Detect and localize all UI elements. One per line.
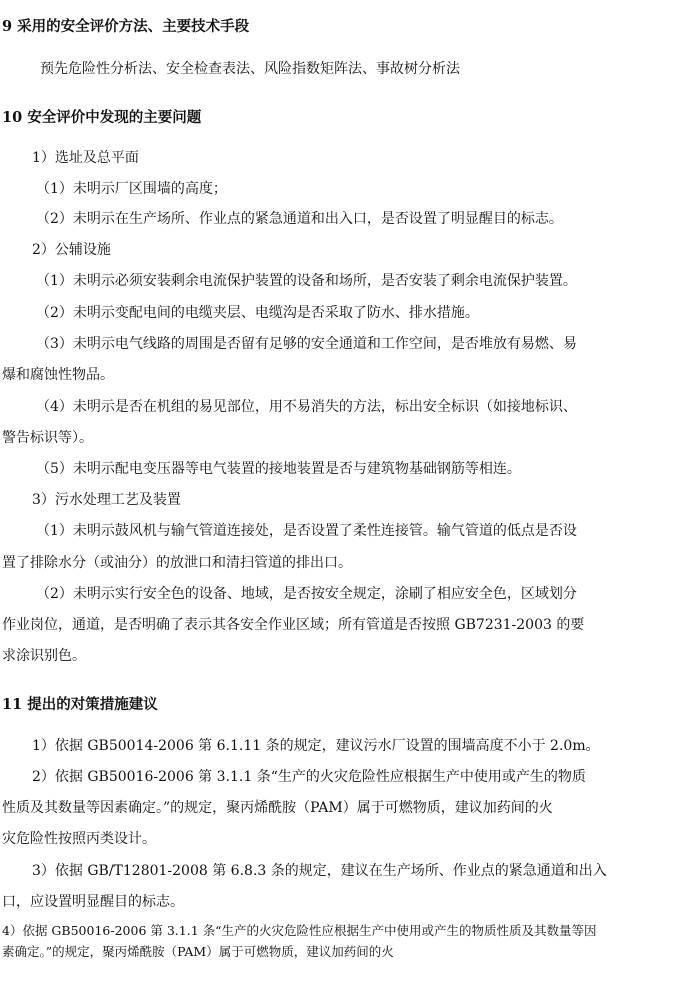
list-item: （1）未明示鼓风机与输气管道连接处，是否设置了柔性连接管。输气管道的低点是否设	[36, 523, 577, 539]
list-item-continuation: 爆和腐蚀性物品。	[2, 367, 114, 383]
recommendation-small-line: 4）依据 GB50016-2006 第 3.1.1 条“生产的火灾危险性应根据生产中使用或产生的物质性质及其数量等因	[2, 923, 597, 938]
recommendation-line: 2）依据 GB50016-2006 第 3.1.1 条“生产的火灾危险性应根据生产中使用或产生的物质	[32, 769, 586, 785]
list-item-continuation: 警告标识等）。	[2, 430, 93, 446]
list-item: （2）未明示实行安全色的设备、地域，是否按安全规定，涂刷了相应安全色，区域划分	[36, 586, 577, 602]
section-9-heading: 9 采用的安全评价方法、主要技术手段	[2, 18, 250, 35]
recommendation-continuation: 性质及其数量等因素确定。”的规定，聚丙烯酰胺（PAM）属于可燃物质，建议加药间的火	[2, 800, 553, 816]
subsection-3-title: 3）污水处理工艺及装置	[32, 492, 181, 508]
list-item: （5）未明示配电变压器等电气装置的接地装置是否与建筑物基础钢筋等相连。	[36, 461, 521, 477]
list-item: （2）未明示变配电间的电缆夹层、电缆沟是否采取了防水、排水措施。	[36, 305, 479, 321]
recommendation-continuation: 口，应设置明显醒目的标志。	[2, 894, 184, 910]
list-item: （4）未明示是否在机组的易见部位，用不易消失的方法，标出安全标识（如接地标识、	[36, 399, 577, 415]
list-item: （1）未明示厂区围墙的高度；	[36, 181, 227, 197]
recommendation-small-continuation: 素确定。”的规定，聚丙烯酰胺（PAM）属于可燃物质，建议加药间的火	[2, 944, 394, 959]
section-9-text: 预先危险性分析法、安全检查表法、风险指数矩阵法、事故树分析法	[40, 61, 460, 77]
recommendation-line: 1）依据 GB50014-2006 第 6.1.11 条的规定，建议污水厂设置的围墙高度不小于 2.0m。	[32, 738, 600, 754]
list-item: （1）未明示必须安装剩余电流保护装置的设备和场所，是否安装了剩余电流保护装置。	[36, 273, 577, 289]
list-item: （3）未明示电气线路的周围是否留有足够的安全通道和工作空间，是否堆放有易燃、易	[36, 336, 577, 352]
subsection-2-title: 2）公辅设施	[32, 242, 111, 258]
subsection-1-title: 1）选址及总平面	[32, 150, 139, 166]
list-item-continuation: 作业岗位，通道，是否明确了表示其各安全作业区域；所有管道是否按照 GB7231-2003 的要	[2, 617, 585, 633]
list-item-continuation: 置了排除水分（或油分）的放泄口和清扫管道的排出口。	[2, 555, 352, 571]
section-11-heading: 11 提出的对策措施建议	[2, 696, 158, 713]
recommendation-line: 3）依据 GB/T12801-2008 第 6.8.3 条的规定，建议在生产场所、作业点的紧急通道和出入	[32, 863, 607, 879]
list-item: （2）未明示在生产场所、作业点的紧急通道和出入口，是否设置了明显醒目的标志。	[36, 211, 563, 227]
list-item-continuation: 求涂识别色。	[2, 648, 86, 664]
section-10-heading: 10 安全评价中发现的主要问题	[2, 109, 202, 126]
recommendation-continuation: 灾危险性按照丙类设计。	[2, 831, 156, 847]
